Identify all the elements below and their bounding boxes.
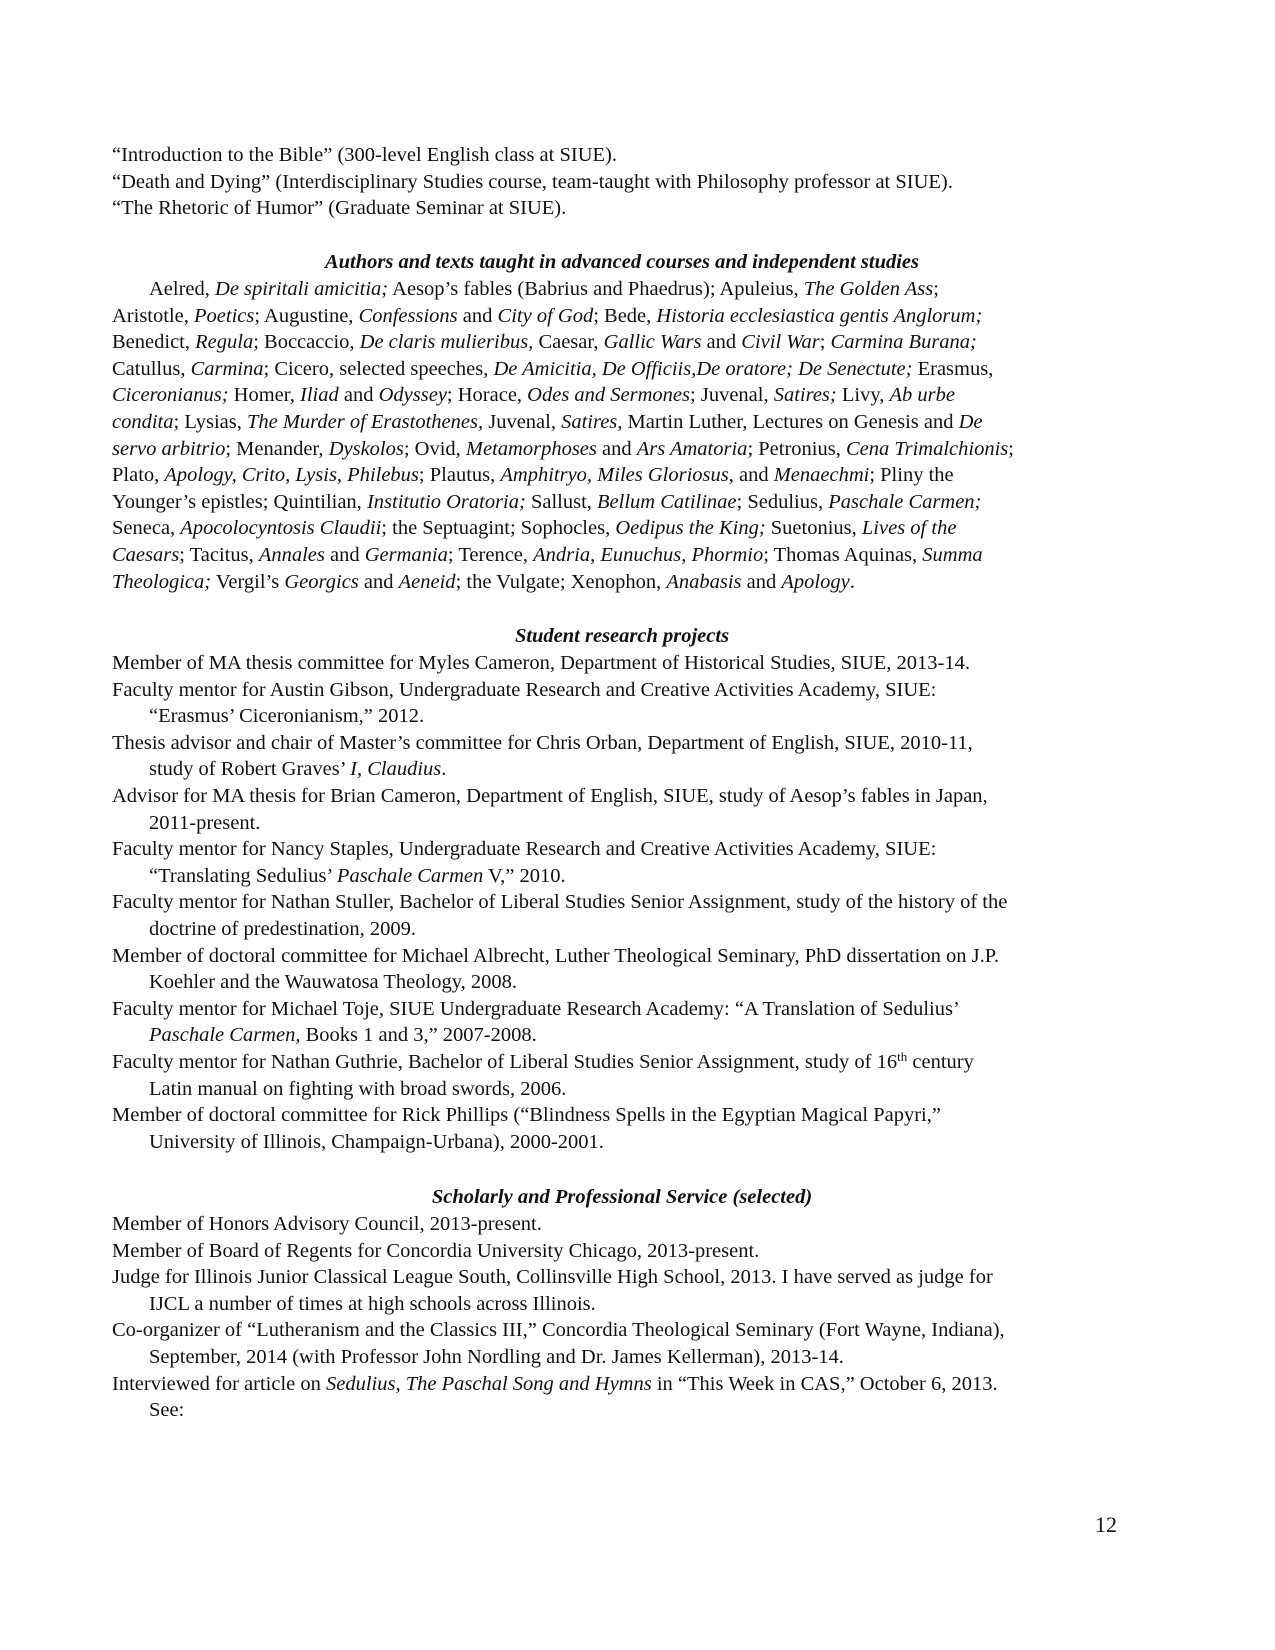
text-span: ; Horace, bbox=[446, 384, 528, 407]
italic-title-text: Menaechmi bbox=[773, 464, 870, 487]
text-span: Sallust, bbox=[525, 490, 598, 513]
authors-line bbox=[112, 409, 1132, 436]
entry-continuation-line bbox=[112, 703, 1132, 730]
italic-title-text: Apocolocyntosis Claudii bbox=[180, 517, 382, 540]
authors-line bbox=[112, 303, 1132, 330]
text-span: Aesop’s fables (Babrius and Phaedrus); Apuleius, bbox=[388, 278, 804, 300]
entry-line bbox=[112, 943, 1132, 970]
italic-title-text: Apology bbox=[781, 570, 850, 593]
text-span: Livy, bbox=[836, 384, 890, 407]
italic-title-text: I, Claudius bbox=[350, 758, 442, 781]
entry-line bbox=[112, 783, 1132, 810]
italic-title-text: Andria bbox=[533, 543, 591, 566]
page-number: 12 bbox=[1095, 1512, 1117, 1537]
text-span: ; Cicero, selected speeches, bbox=[263, 357, 494, 380]
italic-title-text: Oedipus the King; bbox=[615, 517, 766, 540]
italic-title-text: Regula bbox=[195, 331, 254, 354]
entry-line bbox=[112, 730, 1132, 757]
text-span: Member of doctoral committee for Rick Phillips (“Blindness Spells in the Egyptian Magical Papyri,” bbox=[112, 1104, 941, 1127]
italic-title-text: Carmina Burana; bbox=[830, 331, 977, 354]
text-span: Aelred, bbox=[149, 278, 216, 300]
italic-title-text: De spiritali amicitia; bbox=[215, 278, 389, 300]
italic-title-text: Annales bbox=[258, 543, 325, 566]
text-span: ; Thomas Aquinas, bbox=[763, 543, 923, 566]
text-span: ; bbox=[819, 331, 831, 354]
italic-title-text: Paschale Carmen; bbox=[828, 490, 982, 513]
entry-line bbox=[112, 889, 1132, 916]
entry-continuation-line bbox=[112, 969, 1132, 996]
entry-line bbox=[112, 836, 1132, 863]
authors-line bbox=[112, 569, 1132, 596]
text-span: “Erasmus’ Ciceronianism,” 2012. bbox=[149, 705, 425, 728]
entry-line bbox=[112, 677, 1132, 704]
italic-title-text: Confessions bbox=[358, 304, 458, 327]
text-span: Faculty mentor for Michael Toje, SIUE Undergraduate Research Academy: “A Translation of Sedulius’ bbox=[112, 997, 960, 1020]
italic-title-text: Germania bbox=[364, 543, 448, 566]
text-span: doctrine of predestination, 2009. bbox=[149, 917, 417, 940]
entry-line bbox=[112, 1317, 1132, 1344]
text-span: Faculty mentor for Austin Gibson, Undergraduate Research and Creative Activities Academy, SIUE: bbox=[112, 678, 937, 701]
authors-line bbox=[112, 462, 1132, 489]
text-span: Catullus, bbox=[112, 357, 191, 380]
authors-line bbox=[112, 382, 1132, 409]
text-span: and bbox=[457, 304, 498, 327]
text-span: Younger’s epistles; Quintilian, bbox=[112, 490, 367, 513]
text-span: See: bbox=[149, 1399, 185, 1422]
text-span: Thesis advisor and chair of Master’s committee for Chris Orban, Department of English, SIUE, 2010-11, bbox=[112, 731, 973, 754]
italic-title-text: Historia ecclesiastica gentis Anglorum; bbox=[656, 304, 983, 327]
italic-title-text: De claris mulieribus, bbox=[359, 331, 534, 354]
text-span: ; Terence, bbox=[447, 543, 534, 566]
entry-line bbox=[112, 1264, 1132, 1291]
text-span: ; Bede, bbox=[593, 304, 657, 327]
text-span: Seneca, bbox=[112, 517, 181, 540]
text-span: and bbox=[358, 570, 399, 593]
italic-title-text: servo arbitrio bbox=[112, 437, 226, 460]
text-span: ; Boccaccio, bbox=[253, 331, 360, 354]
course-list bbox=[112, 142, 1132, 222]
entry-continuation-line bbox=[112, 1291, 1132, 1318]
text-span: and bbox=[741, 570, 782, 593]
text-span: Suetonius, bbox=[765, 517, 862, 540]
text-span: . bbox=[441, 758, 447, 781]
authors-line bbox=[112, 436, 1132, 463]
entry-line bbox=[112, 1102, 1132, 1129]
text-span: Member of Honors Advisory Council, 2013-present. bbox=[112, 1213, 542, 1235]
authors-heading: Authors and texts taught in advanced courses and independent studies bbox=[324, 251, 920, 273]
italic-title-text: Gallic Wars bbox=[603, 331, 702, 354]
italic-title-text: Amphitryo, Miles Gloriosus, bbox=[500, 464, 734, 487]
text-span: and bbox=[338, 384, 379, 407]
text-span: study of Robert Graves’ bbox=[149, 758, 351, 781]
italic-title-text: Lives of the bbox=[861, 517, 957, 540]
text-span: V,” 2010. bbox=[483, 864, 566, 887]
course-line: “Introduction to the Bible” (300-level English class at SIUE). bbox=[112, 144, 617, 166]
italic-title-text: De bbox=[958, 410, 983, 433]
italic-title-text: Paschale Carmen bbox=[336, 864, 484, 887]
italic-title-text: Civil War bbox=[741, 331, 820, 354]
text-span: Faculty mentor for Nathan Guthrie, Bachelor of Liberal Studies Senior Assignment, study of 16 bbox=[112, 1050, 898, 1073]
authors-line bbox=[112, 276, 1132, 303]
entry-continuation-line bbox=[112, 1129, 1132, 1156]
italic-title-text: Eunuchus, Phormio bbox=[600, 543, 764, 566]
text-span: ; Augustine, bbox=[254, 304, 359, 327]
entry-line bbox=[112, 996, 1132, 1023]
text-span: ; Pliny the bbox=[869, 464, 954, 487]
italic-title-text: Odes and Sermones bbox=[527, 384, 691, 407]
italic-title-text: The Golden Ass bbox=[803, 278, 934, 300]
text-span: ; Juvenal, bbox=[690, 384, 774, 407]
text-span: ; the Septuagint; Sophocles, bbox=[381, 517, 616, 540]
authors-line bbox=[112, 515, 1132, 542]
entry-continuation-line bbox=[112, 756, 1132, 783]
text-span: Books 1 and 3,” 2007-2008. bbox=[300, 1024, 537, 1047]
text-span: Judge for Illinois Junior Classical League South, Collinsville High School, 2013. I have served as judge for bbox=[112, 1266, 993, 1289]
italic-title-text: Aeneid bbox=[398, 570, 456, 593]
authors-line bbox=[112, 542, 1132, 569]
italic-title-text: Poetics bbox=[194, 304, 255, 327]
text-span: Vergil’s bbox=[211, 570, 285, 593]
authors-line bbox=[112, 356, 1132, 383]
italic-title-text: Satires, bbox=[561, 410, 623, 433]
text-span: ; Petronius, bbox=[747, 437, 846, 460]
italic-title-text: Caesars bbox=[112, 543, 180, 566]
course-line: “The Rhetoric of Humor” (Graduate Seminar at SIUE). bbox=[112, 197, 567, 220]
superscript-text: th bbox=[897, 1048, 908, 1064]
text-span: Aristotle, bbox=[112, 304, 194, 327]
text-span: in “This Week in CAS,” October 6, 2013. bbox=[651, 1372, 998, 1395]
italic-title-text: Iliad bbox=[300, 384, 339, 407]
italic-title-text: De Amicitia, De Officiis,De oratore; De Senectute; bbox=[493, 357, 913, 380]
italic-title-text: Theologica; bbox=[112, 570, 212, 593]
text-span: Member of doctoral committee for Michael Albrecht, Luther Theological Seminary, PhD dissertation on J.P. bbox=[112, 944, 999, 967]
italic-title-text: Anabasis bbox=[666, 570, 742, 593]
text-span: . bbox=[849, 570, 855, 593]
text-span: Faculty mentor for Nathan Stuller, Bachelor of Liberal Studies Senior Assignment, study of the history of the bbox=[112, 891, 1008, 914]
text-span: Erasmus, bbox=[912, 357, 994, 380]
entry-continuation-line bbox=[112, 1397, 1132, 1424]
text-span: 2011-present. bbox=[149, 811, 261, 834]
authors-line bbox=[112, 329, 1132, 356]
text-span: Martin Luther, Lectures on Genesis and bbox=[622, 410, 959, 433]
italic-title-text: Bellum Catilinae bbox=[597, 490, 737, 513]
text-span: ; Lysias, bbox=[173, 410, 247, 433]
text-span: and bbox=[733, 464, 774, 487]
italic-title-text: Cena Trimalchionis bbox=[845, 437, 1009, 460]
entry-line bbox=[112, 1211, 1132, 1238]
course-line: “Death and Dying” (Interdisciplinary Studies course, team-taught with Philosophy professor at SIUE). bbox=[112, 170, 953, 193]
text-span: ; bbox=[933, 278, 939, 300]
text-span: Member of Board of Regents for Concordia University Chicago, 2013-present. bbox=[112, 1239, 760, 1262]
text-span: ; the Vulgate; Xenophon, bbox=[455, 570, 667, 593]
text-span: University of Illinois, Champaign-Urbana), 2000-2001. bbox=[149, 1130, 604, 1153]
text-span: ; bbox=[1008, 437, 1014, 460]
authors-paragraph bbox=[112, 276, 1132, 595]
text-span: ; Menander, bbox=[225, 437, 329, 460]
italic-title-text: Ars Amatoria bbox=[636, 437, 748, 460]
text-span: Benedict, bbox=[112, 331, 196, 354]
italic-title-text: Ab urbe bbox=[889, 384, 955, 407]
entry-continuation-line bbox=[112, 916, 1132, 943]
italic-title-text: Dyskolos bbox=[328, 437, 404, 460]
text-span: ; Tacitus, bbox=[179, 543, 259, 566]
text-span: Plato, bbox=[112, 464, 165, 487]
italic-title-text: Georgics bbox=[284, 570, 359, 593]
text-span: IJCL a number of times at high schools across Illinois. bbox=[149, 1292, 596, 1315]
service-list bbox=[112, 1211, 1132, 1424]
text-span: Latin manual on fighting with broad swords, 2006. bbox=[149, 1077, 567, 1100]
text-span: century bbox=[907, 1050, 974, 1073]
entry-line bbox=[112, 650, 1132, 677]
text-span: and bbox=[596, 437, 637, 460]
text-span: Faculty mentor for Nancy Staples, Undergraduate Research and Creative Activities Academy, SIUE: bbox=[112, 838, 937, 861]
text-span: Advisor for MA thesis for Brian Cameron, Department of English, SIUE, study of Aesop’s fables in Japan, bbox=[112, 784, 988, 807]
italic-title-text: Paschale Carmen, bbox=[149, 1024, 301, 1047]
text-span: Caesar, bbox=[533, 331, 604, 354]
entry-line bbox=[112, 1049, 1132, 1076]
text-span: Co-organizer of “Lutheranism and the Classics III,” Concordia Theological Seminary (Fort Wayne, Indiana), bbox=[112, 1319, 1005, 1342]
italic-title-text: Carmina bbox=[190, 357, 264, 380]
text-span: ; Sedulius, bbox=[736, 490, 829, 513]
italic-title-text: condita bbox=[112, 410, 174, 433]
entry-line bbox=[112, 1371, 1132, 1398]
authors-line bbox=[112, 489, 1132, 516]
text-span: Interviewed for article on bbox=[112, 1372, 327, 1395]
entry-line bbox=[112, 1238, 1132, 1265]
text-span: ; Plautus, bbox=[418, 464, 501, 487]
text-span: Member of MA thesis committee for Myles Cameron, Department of Historical Studies, SIUE, 2013-14. bbox=[112, 652, 970, 674]
entry-continuation-line bbox=[112, 863, 1132, 890]
entry-continuation-line bbox=[112, 1076, 1132, 1103]
text-span: Juvenal, bbox=[483, 410, 562, 433]
text-span: and bbox=[324, 543, 365, 566]
italic-title-text: Institutio Oratoria; bbox=[366, 490, 526, 513]
student-research-heading: Student research projects bbox=[514, 625, 730, 647]
italic-title-text: Sedulius, The Paschal Song and Hymns bbox=[326, 1372, 652, 1395]
italic-title-text: Apology, Crito, Lysis, Philebus bbox=[164, 464, 419, 487]
italic-title-text: Metamorphoses bbox=[465, 437, 597, 460]
italic-title-text: Odyssey bbox=[378, 384, 447, 407]
service-heading: Scholarly and Professional Service (selected) bbox=[431, 1186, 813, 1208]
text-span: “Translating Sedulius’ bbox=[149, 864, 337, 887]
italic-title-text: Summa bbox=[922, 543, 983, 566]
text-span: and bbox=[701, 331, 742, 354]
entry-continuation-line bbox=[112, 810, 1132, 837]
text-span: Koehler and the Wauwatosa Theology, 2008. bbox=[149, 971, 518, 994]
italic-title-text: Ciceronianus; bbox=[112, 384, 229, 407]
text-span: September, 2014 (with Professor John Nordling and Dr. James Kellerman), 2013-14. bbox=[149, 1345, 844, 1368]
text-span: , bbox=[590, 543, 601, 566]
italic-title-text: Satires; bbox=[773, 384, 837, 407]
italic-title-text: City of God bbox=[497, 304, 594, 327]
text-span: Homer, bbox=[228, 384, 301, 407]
italic-title-text: The Murder of Erastothenes, bbox=[246, 410, 484, 433]
entry-continuation-line bbox=[112, 1022, 1132, 1049]
text-span: ; Ovid, bbox=[403, 437, 466, 460]
student-research-list bbox=[112, 650, 1132, 1155]
entry-continuation-line bbox=[112, 1344, 1132, 1371]
